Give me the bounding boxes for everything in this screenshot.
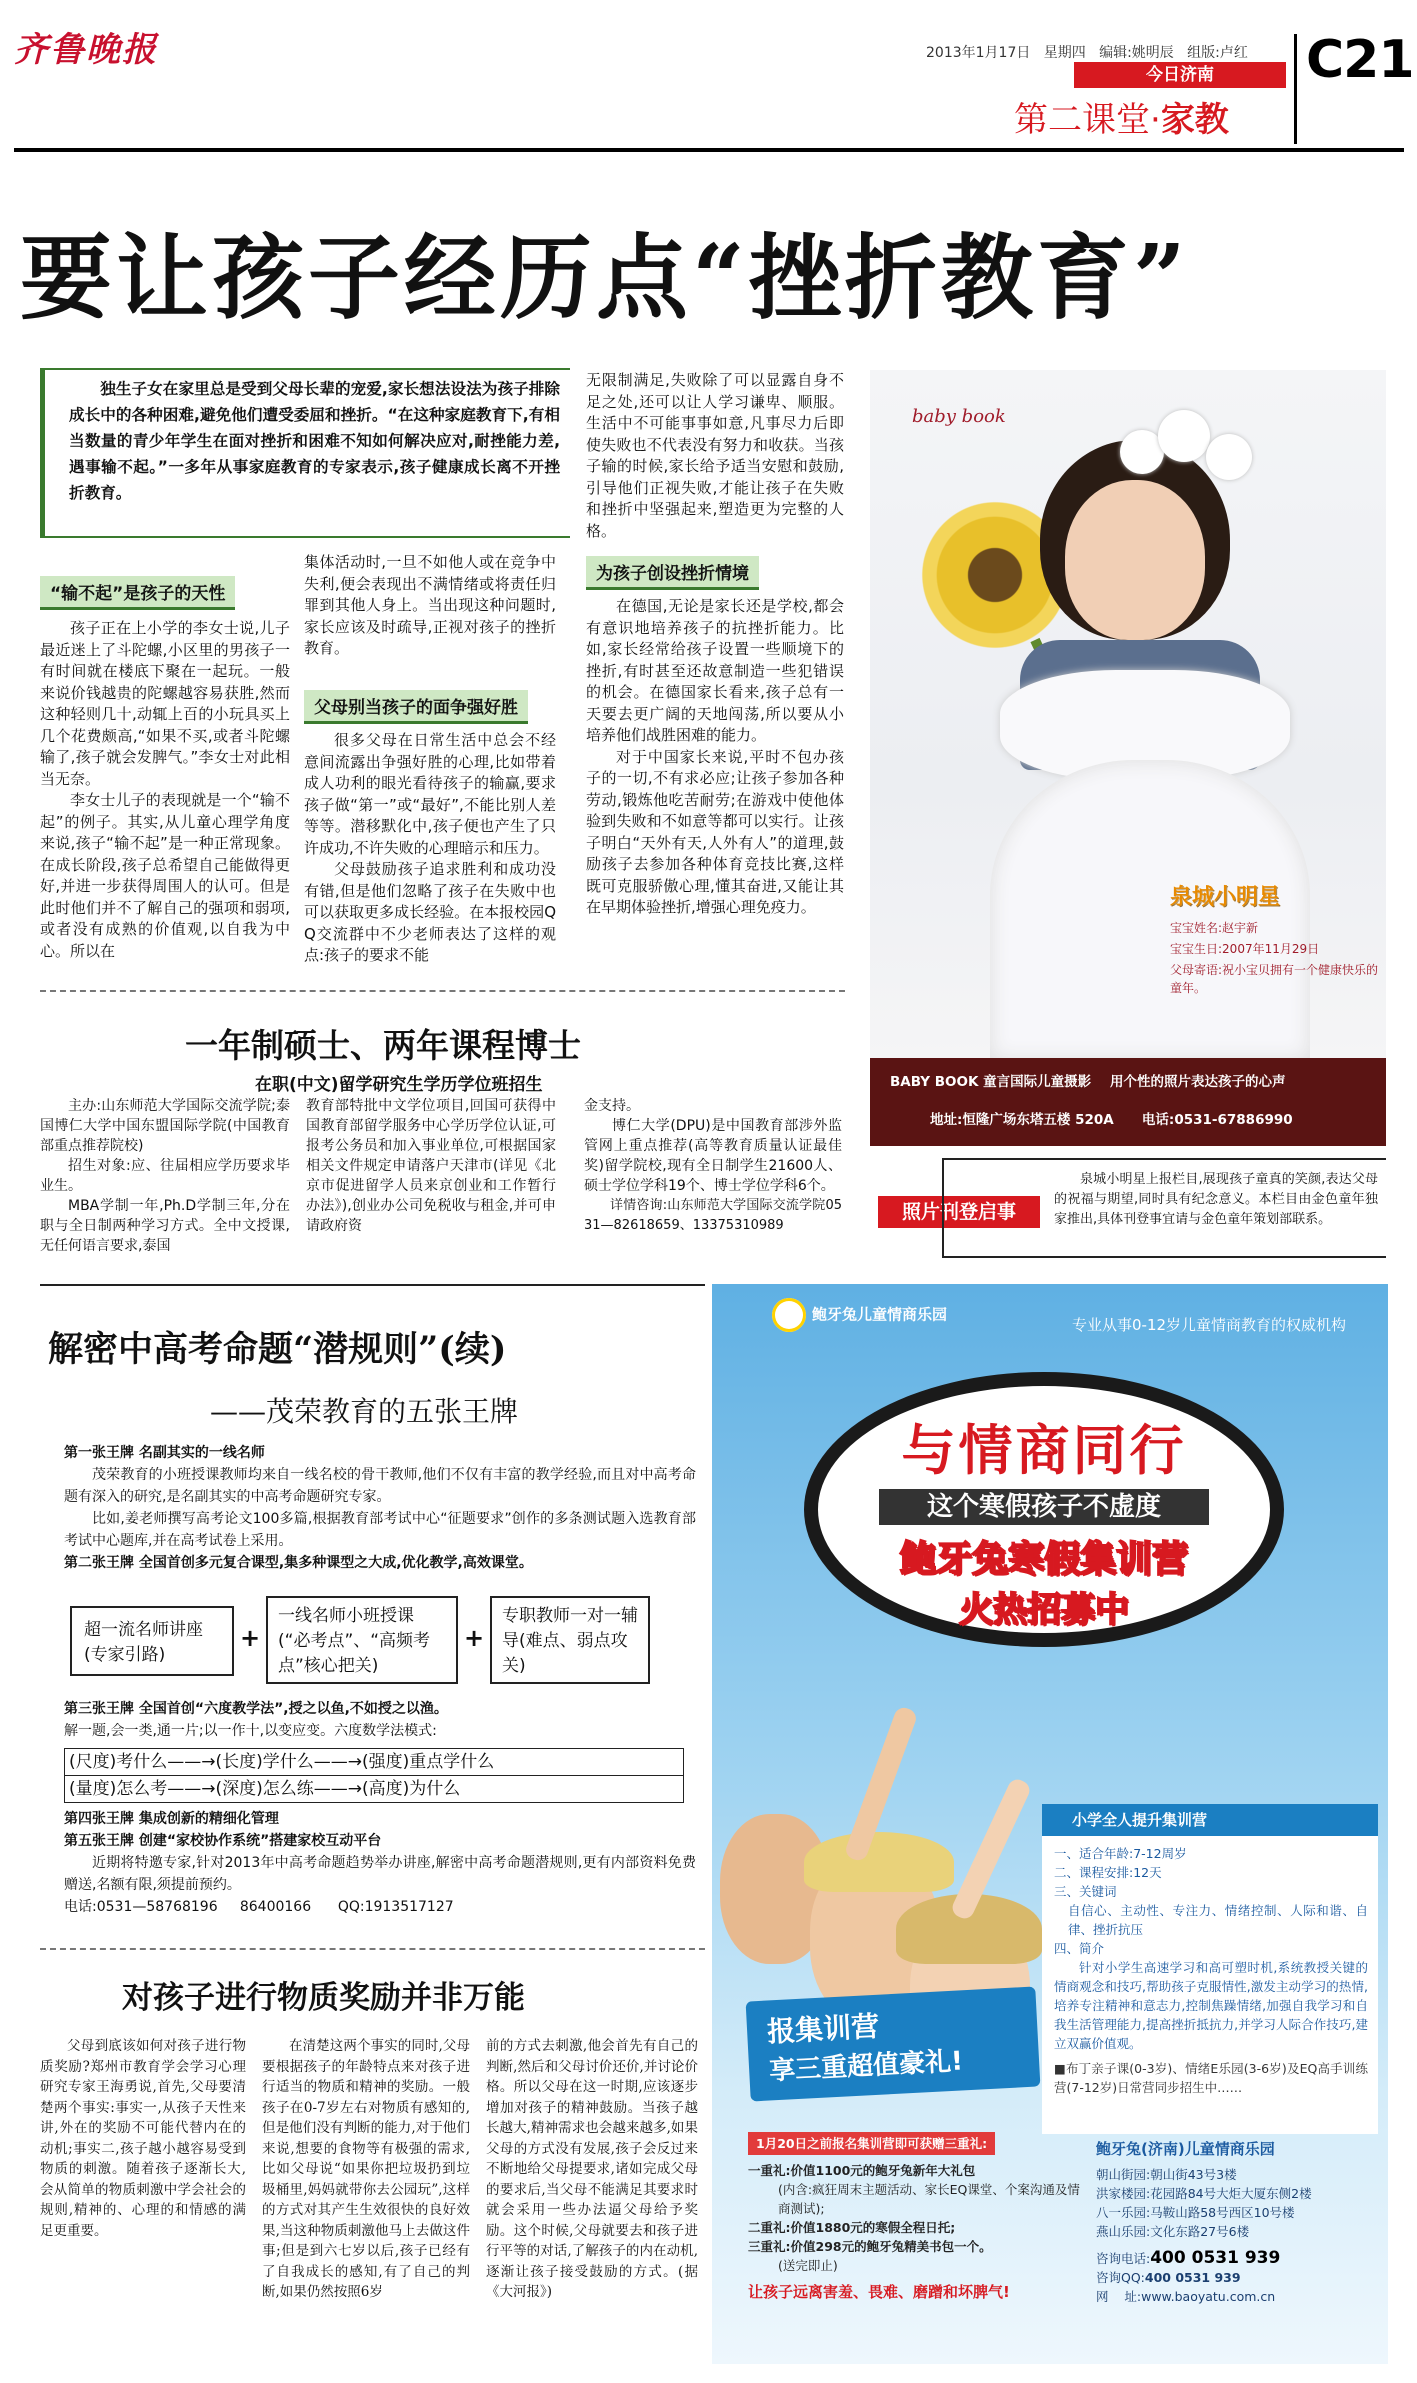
masters-c1b: 招生对象:应、往届相应学历要求毕业生。: [40, 1158, 290, 1194]
masters-col-1: [40, 1096, 290, 1256]
exam-k3: 第三张王牌 全国首创“六度教学法”,授之以鱼,不如授之以渔。: [64, 1701, 448, 1717]
eq-reg1: 报集训营: [766, 2009, 880, 2049]
separator-2: [40, 1284, 705, 1286]
lead-box: [40, 368, 570, 538]
issue-date: 2013年1月17日: [926, 45, 1031, 61]
section-title: [1014, 92, 1229, 141]
eq-g3: 三重礼:价值298元的鲍牙兔精美书包一个。: [748, 2239, 992, 2254]
star-title: 泉城小明星: [1170, 885, 1281, 910]
article-col-3: [586, 370, 844, 542]
exam-r2c: (高度)为什么: [362, 1779, 461, 1799]
exam-arrow-1: ——→: [167, 1752, 216, 1772]
eq-qq: 400 0531 939: [1144, 2270, 1241, 2285]
section-head-3-text: 为孩子创设挫折情境: [586, 556, 759, 590]
col1-p2: 李女士儿子的表现就是一个“输不起”的例子。其实,从儿童心理学角度来说,孩子“输不起”是一种正常现象。在成长阶段,孩子总希望自己能做得更好,并进一步获得周围人的认可。但是此时他们并不了解自己的强项和弱项,或者没有成熟的价值观,以自我为中心。所以在: [40, 791, 290, 960]
header-rule: [14, 148, 1404, 152]
issue-editor: 编辑:姚明辰: [1099, 45, 1174, 61]
eq-brand-text: 鲍牙兔儿童情商乐园: [812, 1305, 948, 1324]
issue-info: [926, 42, 1248, 62]
lead-text: 独生子女在家里总是受到父母长辈的宠爱,家长想法设法为孩子排除成长中的各种困难,避免他们遭受委屈和挫折。“在这种家庭教育下,有相当数量的青少年学生在面对挫折和困难不知如何解决应对,耐挫能力差,遇事输不起。”一多年从事家庭教育的专家表示,孩子健康成长离不开挫折教育。: [69, 380, 560, 502]
section-head-1: [40, 576, 280, 610]
masters-col-3: [584, 1096, 842, 1236]
eq-headline-ellipse: [804, 1372, 1284, 1647]
eq-tel: 400 0531 939: [1150, 2248, 1281, 2268]
eq-web-label: 网 址:: [1096, 2289, 1142, 2304]
baby-photo: [870, 370, 1386, 1058]
eq-big2: 这个寒假孩子不虚度: [879, 1489, 1209, 1525]
article-col-2b: [304, 730, 556, 967]
masters-subtitle: 在职(中文)留学研究生学历学位班招生: [255, 1075, 543, 1095]
exam-plus-2: +: [464, 1624, 485, 1652]
baby-msg: 父母寄语:祝小宝贝拥有一个健康快乐的童年。: [1170, 963, 1379, 995]
photo-banner-line1: BABY BOOK 童言国际儿童摄影 用个性的照片表达孩子的心声: [890, 1074, 1286, 1090]
exam-k4-block: [64, 1808, 696, 1918]
section-head-3: [586, 556, 844, 590]
reward-c2: 在清楚这两个事实的同时,父母要根据孩子的年龄特点来对孩子进行适当的物质和精神的奖励。一般孩子在0-7岁左右对物质有感知的,但是他们没有判断的能力,对于他们来说,想要的食物等有极强的需求,比如父母说“如果你把垃圾扔到垃圾桶里,妈妈就带你去公园玩”,这样的方式对其产生生效很快的良好效果,当这种物质刺激他马上去做这件事;但是到六七岁以后,孩子已经有了自我成长的感知,有了自己的判断,如果仍然按照6岁: [262, 2038, 470, 2300]
issue-layout: 组版:卢红: [1187, 45, 1248, 61]
exam-r1a: (尺度)考什么: [69, 1752, 168, 1772]
eq-i4: 四、简介: [1054, 1941, 1105, 1956]
reward-title: 对孩子进行物质奖励并非万能: [122, 1980, 525, 2016]
eq-gift-title: 1月20日之前报名集训营即可获赠三重礼:: [748, 2132, 995, 2155]
eq-brand: [772, 1298, 947, 1332]
exam-plus-1: +: [240, 1624, 261, 1652]
exam-subtitle: ——茂荣教育的五张王牌: [210, 1395, 519, 1428]
star-card: [1170, 880, 1380, 1030]
exam-mode-row-1: [64, 1748, 684, 1776]
section-head-2: [304, 690, 556, 724]
photo-banner-line2: 地址:恒隆广场东塔五楼 520A 电话:0531-67886990: [930, 1112, 1293, 1128]
exam-title: 解密中高考命题“潜规则”(续): [48, 1329, 507, 1370]
eq-camp-tag: 小学全人提升集训营: [1042, 1804, 1378, 1836]
article-col-3b: [586, 596, 844, 919]
photo-notice-box: [942, 1158, 1386, 1258]
exam-body: [64, 1442, 696, 1574]
header-divider-vertical: [1294, 34, 1297, 144]
eq-footer-slogan: 让孩子远离害羞、畏难、磨蹭和坏脾气!: [748, 2283, 1010, 2301]
eq-big4: 火热招募中: [959, 1590, 1129, 1630]
eq-g2: 二重礼:价值1880元的寒假全程日托;: [748, 2220, 956, 2235]
reward-col-2: [262, 2036, 470, 2303]
col3-p2: 在德国,无论是家长还是学校,都会有意识地培养孩子的抗挫折能力。比如,家长经常给孩子设置一些顺境下的挫折,有时甚至还故意制造一些犯错误的机会。在德国家长看来,孩子总有一天要去更广阔的天地闯荡,所以要从小培养他们战胜困难的能力。: [586, 597, 844, 744]
eq-g1: 一重礼:价值1100元的鲍牙兔新年大礼包: [748, 2163, 976, 2178]
eq-i4t: 针对小学生高速学习和高可塑时机,系统教授关键的情商观念和技巧,帮助孩子克服情性,激发主动学习的热情,培养专注精神和意志力,控制焦躁情绪,加强自我学习和自我生活管理能力,提高挫折抵抗力,并学习人际合作技巧,建立双赢价值观。: [1054, 1960, 1368, 2051]
eq-tel-label: 咨询电话:: [1096, 2251, 1151, 2266]
eq-ad: [712, 1284, 1388, 2364]
eq-i1: 一、适合年龄:7-12周岁: [1054, 1846, 1187, 1861]
exam-k2: 第二张王牌 全国首创多元复合课型,集多种课型之大成,优化教学,高效课堂。: [64, 1555, 533, 1571]
eq-i3t: 自信心、主动性、专注力、情绪控制、人际和谐、自律、挫折抗压: [1068, 1903, 1368, 1937]
exam-k3-block: [64, 1698, 696, 1742]
col3-p3: 对于中国家长来说,平时不包办孩子的一切,不有求必应;让孩子参加各种劳动,锻炼他吃苦耐劳;在游戏中使他体验到失败和不如意等都可以实行。让孩子明白“天外有天,人外有人”的道理,鼓励孩子去参加各种体育竞技比赛,这样既可克服骄傲心理,懂其奋进,又能让其在早期体验挫折,增强心理免疫力。: [586, 747, 844, 916]
exam-arrow-2: ——→: [313, 1752, 363, 1772]
section-head-2-text: 父母别当孩子的面争强好胜: [304, 690, 528, 724]
masters-c3c: 详情咨询:山东师范大学国际交流学院0531—82618659、13375310989: [584, 1198, 842, 1233]
col2-p1: 集体活动时,一旦不如他人或在竞争中失利,便会表现出不满情绪或将责任归罪到其他人身上。当出现这种问题时,家长应该及时疏导,正视对孩子的挫折教育。: [304, 553, 556, 657]
col3-p1: 无限制满足,失败除了可以显露自身不足之处,还可以让人学习谦卑、顺服。生活中不可能事事如意,凡事尽力后即使失败也不代表没有努力和收获。当孩子输的时候,家长给予适当安慰和鼓励,引导他们正视失败,才能让孩子在失败和挫折中坚强起来,塑造更为完整的人格。: [586, 371, 844, 540]
article-col-2: [304, 552, 556, 660]
babybook-logo: baby book: [912, 406, 1006, 427]
exam-arrow-4: ——→: [313, 1779, 363, 1799]
exam-k4: 第四张王牌 集成创新的精细化管理: [64, 1811, 279, 1827]
eq-org: 鲍牙兔(济南)儿童情商乐园: [1096, 2140, 1275, 2158]
baby-birth: 宝宝生日:2007年11月29日: [1170, 942, 1320, 956]
eq-a3: 八一乐园:马鞍山路58号西区10号楼: [1096, 2205, 1295, 2220]
exam-box-2: 一线名师小班授课(“必考点”、“高频考点”核心把关): [266, 1596, 458, 1684]
eq-info-body: [1042, 1836, 1378, 2097]
eq-web-row: [1096, 2287, 1380, 2306]
eq-qq-label: 咨询QQ:: [1096, 2270, 1145, 2285]
masters-col-2: [306, 1096, 556, 1236]
eq-contact: [1096, 2140, 1380, 2306]
eq-a2: 洪家楼园:花园路84号大炬大厦东侧2楼: [1096, 2186, 1312, 2201]
eq-big1: 与情商同行: [901, 1419, 1187, 1482]
exam-boxes: [70, 1596, 650, 1688]
eq-g3b: (送完即止): [778, 2258, 838, 2273]
masters-c1c: MBA学制一年,Ph.D学制三年,分在职与全日制两种学习方式。全中文授课,无任何语言要求,泰国: [40, 1198, 290, 1254]
exam-k3t: 解一题,会一类,通一片;以一作十,以变应变。六度数学法模式:: [64, 1723, 437, 1739]
eq-reg2: 享三重超值豪礼!: [768, 2046, 964, 2087]
exam-k5t: 近期将特邀专家,针对2013年中高考命题趋势举办讲座,解密中高考命题潜规则,更有内部资料免费赠送,名额有限,须提前预约。: [64, 1855, 696, 1893]
photo-notice-text: 泉城小明星上报栏目,展现孩子童真的笑颜,表达父母的祝福与期望,同时具有纪念意义。本栏目由金色童年独家推出,具体刊登事宜请与金色童年策划部联系。: [1054, 1172, 1378, 1227]
eq-a4: 燕山乐园:文化东路27号6楼: [1096, 2224, 1250, 2239]
section-title-a: 第二课堂·: [1014, 100, 1161, 140]
eq-i5: ■布丁亲子课(0-3岁)、情绪E乐园(3-6岁)及EQ高手训练营(7-12岁)日常营同步招生中……: [1054, 2061, 1368, 2095]
exam-box-3: 专职教师一对一辅导(难点、弱点攻关): [490, 1596, 650, 1684]
page-number: C21: [1306, 30, 1414, 90]
baby-name: 宝宝姓名:赵宇新: [1170, 921, 1259, 935]
article-col-1: [40, 618, 290, 962]
eq-big3: 鲍牙兔寒假集训营: [899, 1539, 1188, 1580]
col2-p3: 父母鼓励孩子追求胜利和成功没有错,但是他们忽略了孩子在失败中也可以获取更多成长经验。在本报校园QQ交流群中不少老师表达了这样的观点:孩子的要求不能: [304, 860, 556, 964]
photo-notice-tag: 照片刊登启事: [878, 1196, 1040, 1228]
eq-a1: 朝山街园:朝山街43号3楼: [1096, 2167, 1237, 2182]
main-headline: 要让孩子经历点“挫折教育”: [20, 224, 1190, 332]
masters-c2: 教育部特批中文学位项目,回国可获得中国教育部留学服务中心学历学位认证,可报考公务员和加入事业单位,可根据国家相关文件规定申请落户天津市(详见《北京市促进留学人员来京创业和工作暂行办法》),创业办公司免税收与租金,并可申请政府资: [306, 1098, 556, 1234]
eq-qq-row: [1096, 2268, 1380, 2287]
child-face: [1065, 480, 1205, 640]
exam-r1b: (长度)学什么: [215, 1752, 314, 1772]
col1-p1: 孩子正在上小学的李女士说,儿子最近迷上了斗陀螺,小区里的男孩子一有时间就在楼底下聚在一起玩。一般来说价钱越贵的陀螺越容易获胜,然而这种轻则几十,动辄上百的小玩具买上几个花费颇高,“如果不买,或者斗陀螺输了,孩子就会发脾气。”李女士对此相当无奈。: [40, 619, 290, 788]
exam-r1c: (强度)重点学什么: [362, 1752, 495, 1772]
exam-r2a: (量度)怎么考: [69, 1779, 168, 1799]
eq-register-banner: [746, 1986, 1041, 2101]
section-tag: 今日济南: [1074, 62, 1286, 88]
exam-mode-table: [64, 1748, 684, 1803]
reward-c3: 前的方式去刺激,他会首先有自己的判断,然后和父母讨价还价,并讨论价格。所以父母在这一时期,应该逐步增加对孩子的精神鼓励。当孩子越长越大,精神需求也会越来越多,如果父母的方式没有发展,孩子会反过来不断地给父母提要求,诸如完成父母的要求后,当父母不能满足其要求时就会采用一些办法逼父母给予奖励。这个时候,父母就要去和孩子进行平等的对话,了解孩子的内在动机,逐渐让孩子接受鼓励的方式。(据《大河报》): [486, 2038, 698, 2300]
separator-3: [40, 1948, 705, 1950]
exam-k1t2: 比如,姜老师撰写高考论文100多篇,根据教育部考试中心“征题要求”创作的多条测试题入选教育部考试中心题库,并在高考试卷上采用。: [64, 1511, 696, 1549]
section-title-b: 家教: [1160, 100, 1229, 140]
eq-tel-row: [1096, 2249, 1380, 2268]
exam-k1t: 茂荣教育的小班授课教师均来自一线名校的骨干教师,他们不仅有丰富的教学经验,而且对中高考命题有深入的研究,是名副其实的中高考命题研究专家。: [64, 1467, 696, 1505]
photo-banner: [870, 1058, 1386, 1146]
eq-rabbit-icon: [772, 1298, 806, 1332]
newspaper-logo: 齐鲁晚报: [14, 30, 158, 70]
exam-k5: 第五张王牌 创建“家校协作系统”搭建家校互动平台: [64, 1833, 382, 1849]
masters-c3b: 博仁大学(DPU)是中国教育部涉外监管网上重点推荐(高等教育质量认证最佳奖)留学院校,现有全日制学生21600人、硕士学位学科19个、博士学位学科6个。: [584, 1118, 842, 1194]
section-head-1-text: “输不起”是孩子的天性: [40, 576, 235, 610]
eq-i2: 二、课程安排:12天: [1054, 1865, 1162, 1880]
hair-ornament: [1120, 410, 1280, 500]
eq-i3: 三、关键词: [1054, 1884, 1117, 1899]
reward-c1: 父母到底该如何对孩子进行物质奖励?郑州市教育学会学习心理研究专家王海勇说,首先,父母要清楚两个事实:事实一,从孩子天性来讲,外在的奖励不可能代替内在的动机;事实二,孩子越小越容易受到物质的刺激。随着孩子逐渐长大,会从简单的物质刺激中学会社会的规则,精神的、心理的和情感的满足更重要。: [40, 2038, 246, 2239]
separator-1: [40, 990, 845, 992]
eq-web: www.baoyatu.com.cn: [1141, 2289, 1276, 2304]
exam-k1: 第一张王牌 名副其实的一线名师: [64, 1445, 265, 1461]
exam-r2b: (深度)怎么练: [215, 1779, 314, 1799]
masters-title: 一年制硕士、两年课程博士: [185, 1026, 581, 1065]
exam-arrow-3: ——→: [167, 1779, 216, 1799]
reward-col-3: [486, 2036, 698, 2303]
reward-col-1: [40, 2036, 246, 2241]
exam-mode-row-2: [64, 1776, 684, 1803]
col2-p2: 很多父母在日常生活中总会不经意间流露出争强好胜的心理,比如带着成人功利的眼光看待孩子的输赢,要求孩子做“第一”或“最好”,不能比别人差等等。潜移默化中,孩子便也产生了只许成功,不许失败的心理暗示和压力。: [304, 731, 556, 857]
eq-slogan: 专业从事0-12岁儿童情商教育的权威机构: [1072, 1316, 1347, 1334]
masters-c3: 金支持。: [584, 1098, 640, 1114]
eq-info-panel: [1042, 1804, 1378, 2134]
exam-box-1: 超一流名师讲座(专家引路): [70, 1606, 234, 1676]
eq-g1b: (内含:疯狂周末主题活动、家长EQ课堂、个案沟通及情商测试);: [778, 2182, 1080, 2216]
eq-gift-box: [722, 2132, 1082, 2332]
masters-c1: 主办:山东师范大学国际交流学院;泰国博仁大学中国东盟国际学院(中国教育部重点推荐院校): [40, 1098, 290, 1154]
issue-weekday: 星期四: [1043, 45, 1086, 61]
exam-phone: 电话:0531—58768196 86400166 QQ:1913517127: [64, 1899, 454, 1915]
